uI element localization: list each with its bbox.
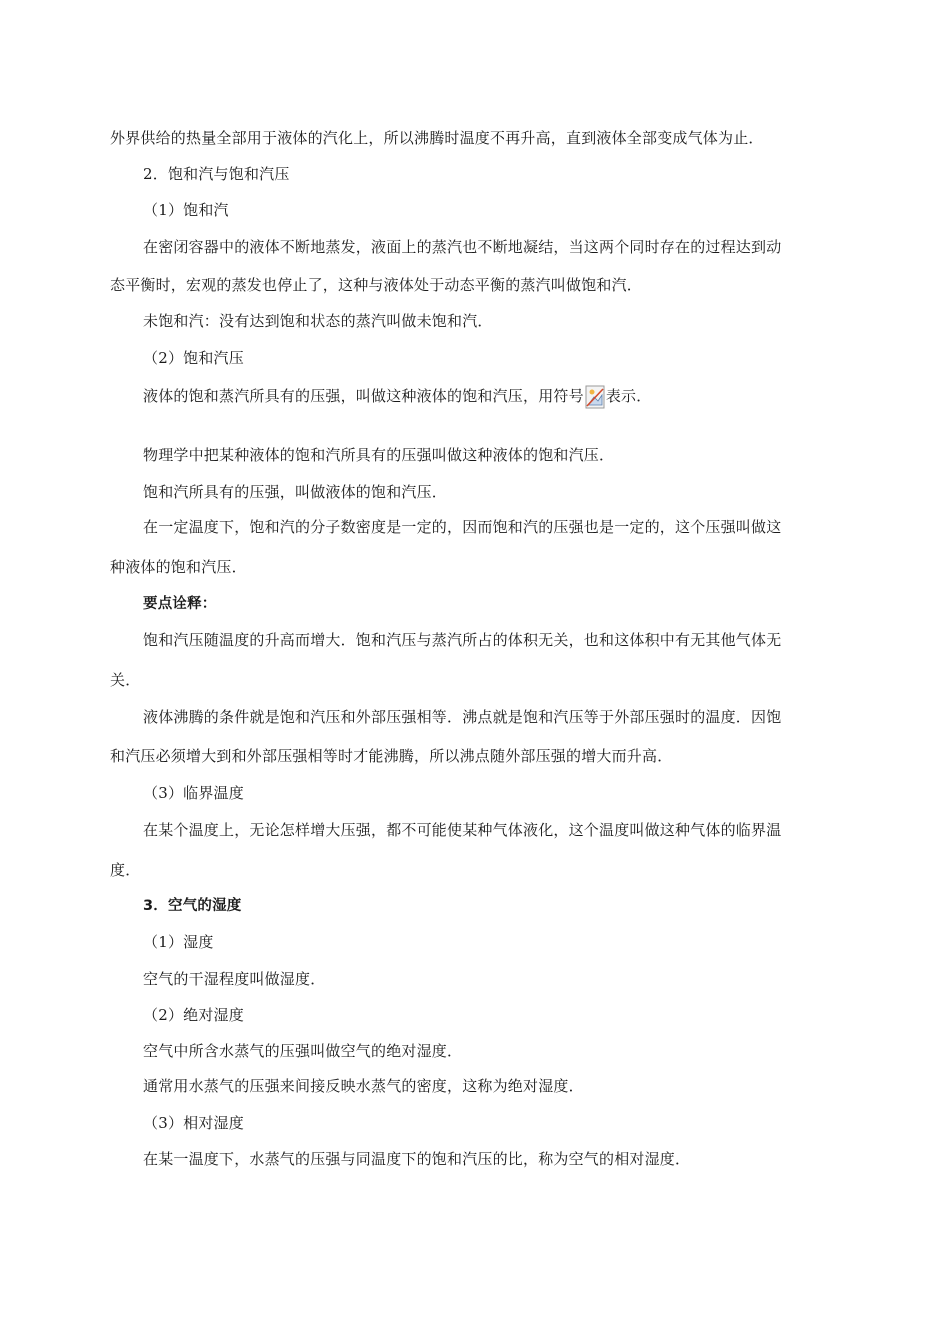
- key-points-heading: 要点诠释：: [143, 596, 217, 612]
- paragraph-line: 种液体的饱和汽压．: [110, 558, 247, 576]
- paragraph-line: 和汽压必须增大到和外部压强相等时才能沸腾，所以沸点随外部压强的增大而升高．: [110, 747, 673, 765]
- section-heading: 2．饱和汽与饱和汽压: [143, 165, 290, 183]
- subsection-heading: （3）临界温度: [143, 784, 244, 802]
- broken-image-icon: [585, 385, 605, 405]
- paragraph-line: 饱和汽所具有的压强，叫做液体的饱和汽压．: [143, 483, 448, 501]
- paragraph-line: 在密闭容器中的液体不断地蒸发，液面上的蒸汽也不断地凝结，当这两个同时存在的过程达到动: [143, 238, 782, 256]
- subsection-heading: （2）绝对湿度: [143, 1006, 244, 1024]
- paragraph-line-with-symbol: [143, 385, 651, 406]
- paragraph-line: 在一定温度下，饱和汽的分子数密度是一定的，因而饱和汽的压强也是一定的，这个压强叫做这: [143, 518, 782, 536]
- paragraph-line: 液体沸腾的条件就是饱和汽压和外部压强相等．沸点就是饱和汽压等于外部压强时的温度．因饱: [143, 708, 782, 726]
- paragraph-text: 液体的饱和蒸汽所具有的压强，叫做这种液体的饱和汽压，用符号: [143, 387, 584, 405]
- paragraph-line: 外界供给的热量全部用于液体的汽化上，所以沸腾时温度不再升高，直到液体全部变成气体为止．: [110, 129, 764, 147]
- subsection-heading: （1）湿度: [143, 933, 214, 951]
- paragraph-line: 饱和汽压随温度的升高而增大．饱和汽压与蒸汽所占的体积无关，也和这体积中有无其他气体无: [143, 631, 782, 649]
- paragraph-text: 表示．: [605, 387, 652, 405]
- paragraph-line: 在某一温度下，水蒸气的压强与同温度下的饱和汽压的比，称为空气的相对湿度．: [143, 1150, 691, 1168]
- paragraph-line: 度．: [110, 861, 141, 879]
- subsection-heading: （3）相对湿度: [143, 1114, 244, 1132]
- paragraph-line: 态平衡时，宏观的蒸发也停止了，这种与液体处于动态平衡的蒸汽叫做饱和汽．: [110, 276, 643, 294]
- paragraph-line: 空气的干湿程度叫做湿度．: [143, 970, 326, 988]
- paragraph-line: 通常用水蒸气的压强来间接反映水蒸气的密度，这称为绝对湿度．: [143, 1077, 584, 1095]
- subsection-heading: （2）饱和汽压: [143, 349, 244, 367]
- paragraph-line: 未饱和汽：没有达到饱和状态的蒸汽叫做未饱和汽．: [143, 312, 493, 330]
- paragraph-line: 关．: [110, 671, 141, 689]
- paragraph-line: 在某个温度上，无论怎样增大压强，都不可能使某种气体液化，这个温度叫做这种气体的临界温: [143, 821, 782, 839]
- paragraph-line: 物理学中把某种液体的饱和汽所具有的压强叫做这种液体的饱和汽压．: [143, 446, 615, 464]
- subsection-heading: （1）饱和汽: [143, 201, 229, 219]
- section-heading: 3．空气的湿度: [143, 898, 242, 914]
- paragraph-line: 空气中所含水蒸气的压强叫做空气的绝对湿度．: [143, 1042, 463, 1060]
